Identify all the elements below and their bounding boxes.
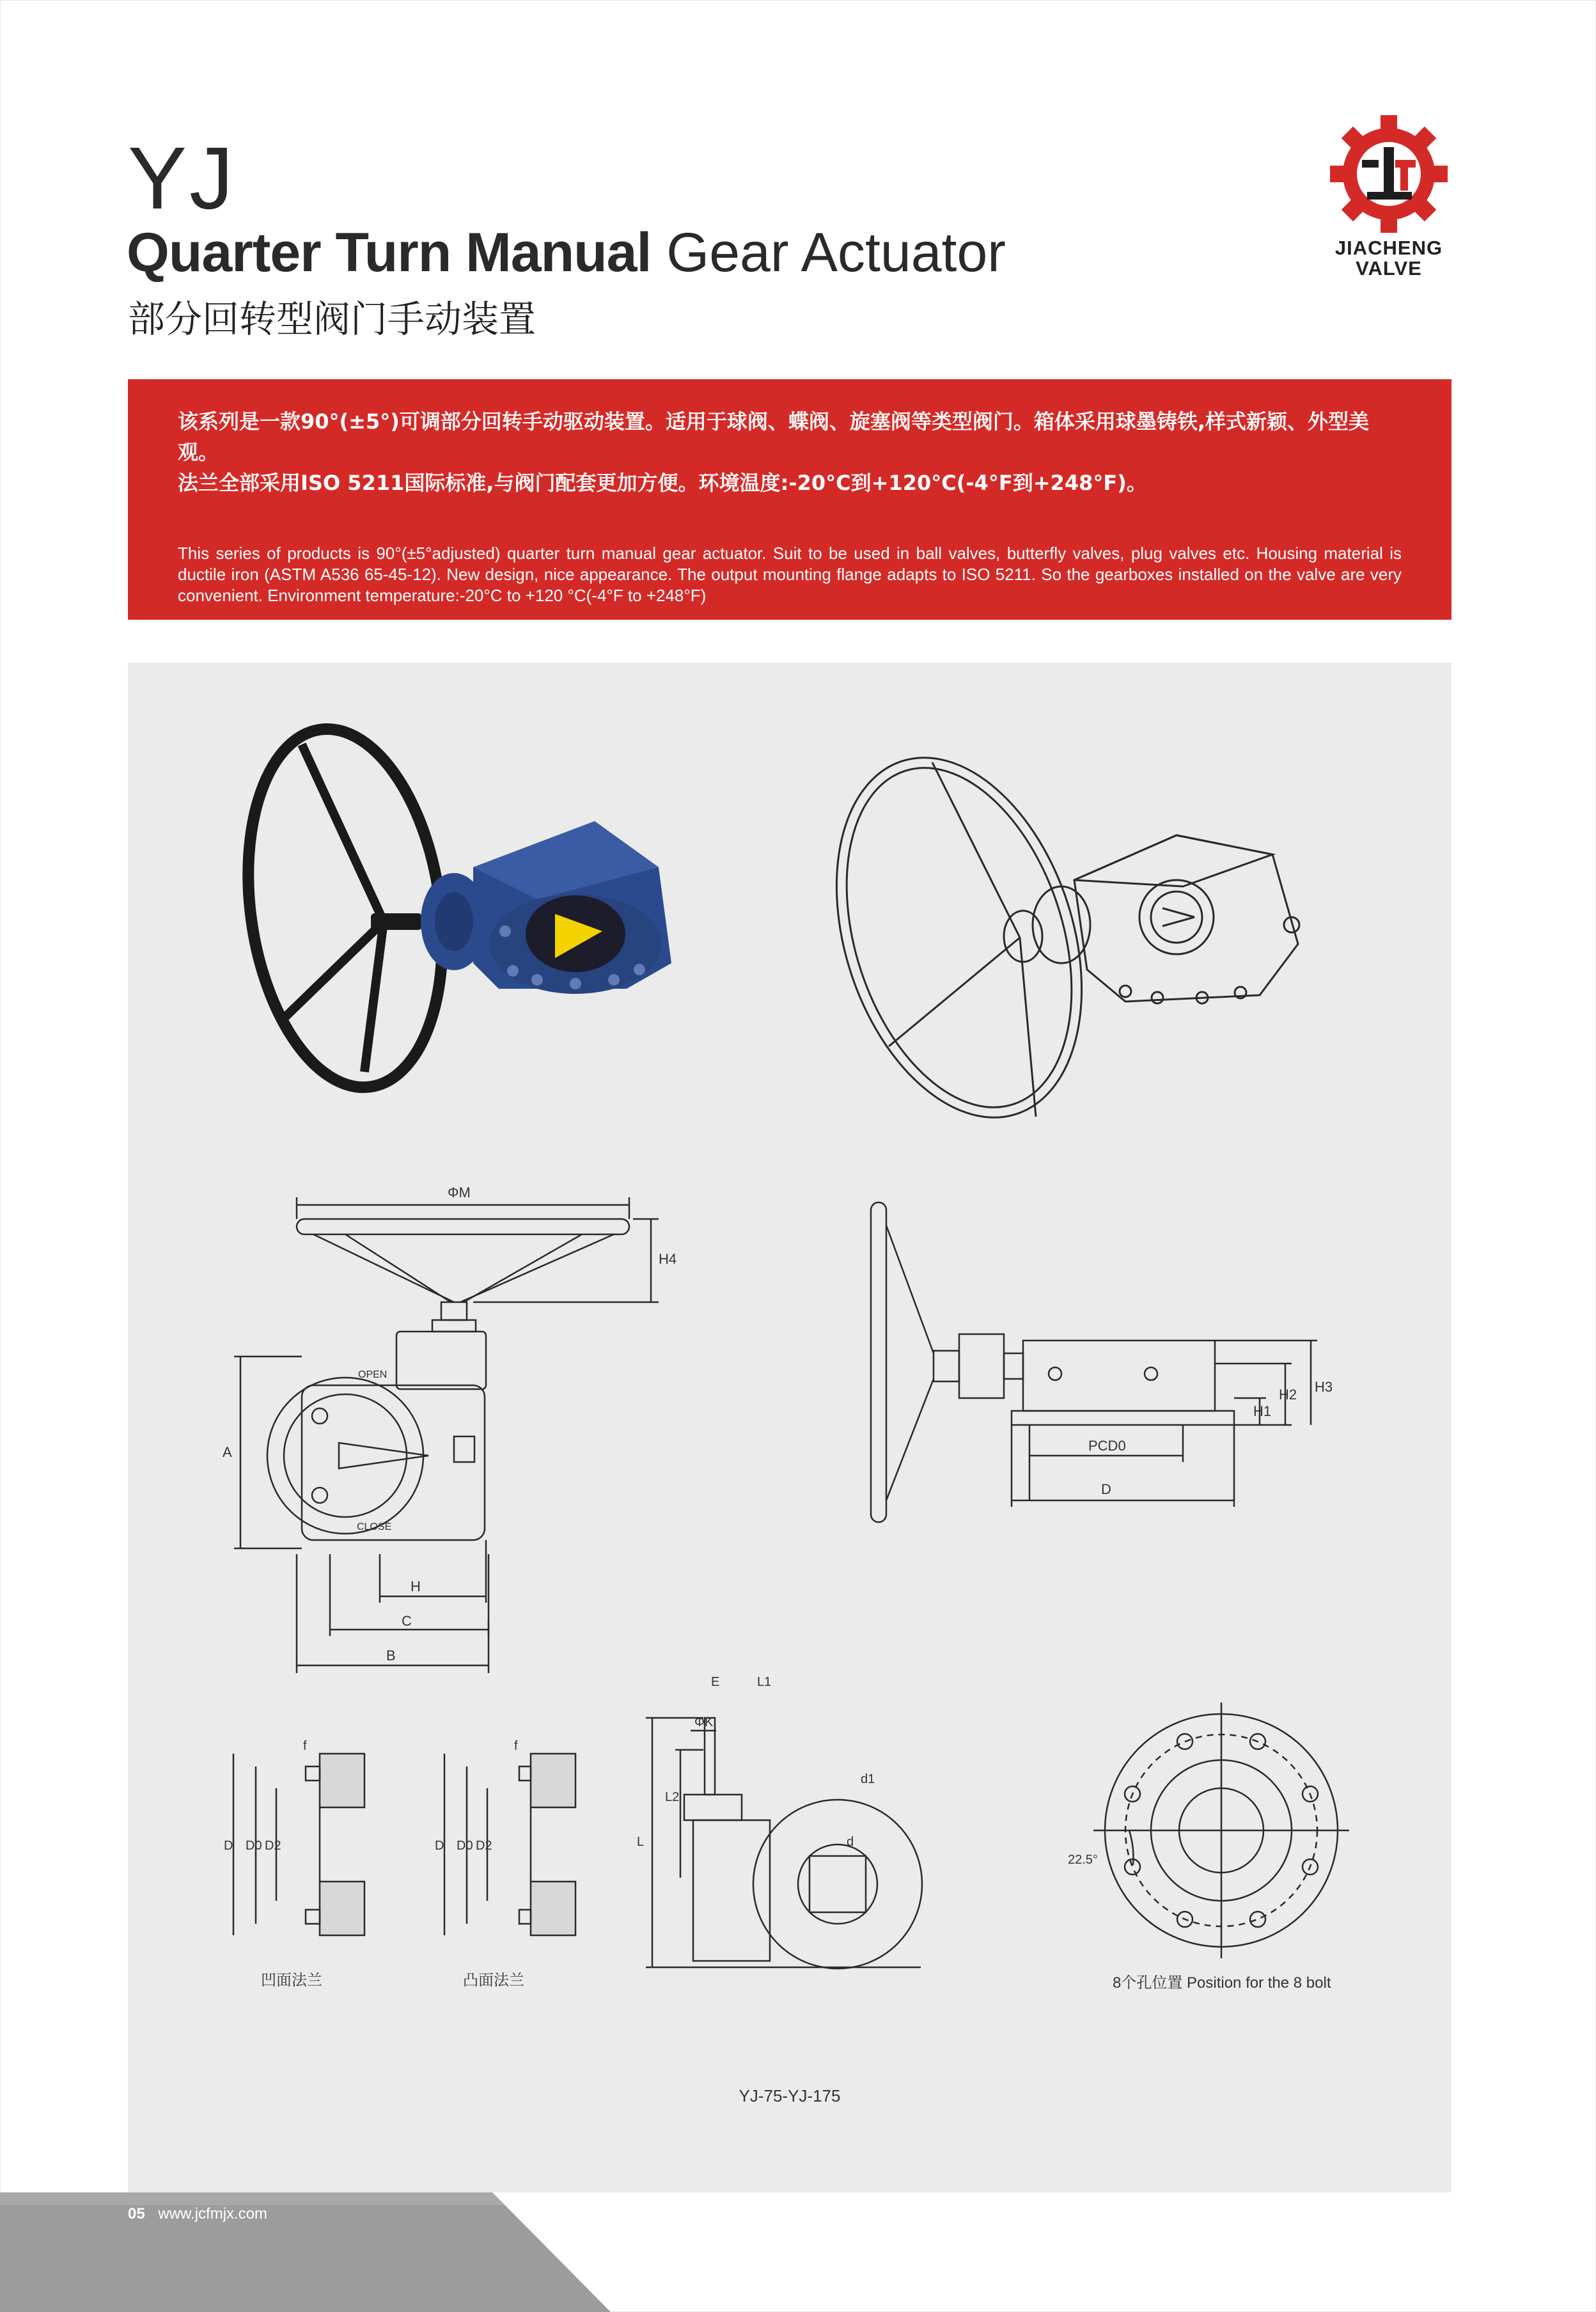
bolt-position-caption: 8个孔位置 Position for the 8 bolt: [1113, 1974, 1331, 1992]
series-code: YJ: [128, 129, 237, 228]
label-h3: H3: [1315, 1379, 1333, 1395]
front-view-drawing: [234, 1197, 659, 1673]
label-f-1: f: [303, 1739, 307, 1753]
label-h1: H1: [1253, 1403, 1272, 1419]
gear-logo-icon: [1325, 110, 1453, 238]
intro-box: [128, 379, 1451, 620]
page-number: 05: [128, 2205, 145, 2222]
flange-caption-concave: 凹面法兰: [261, 1972, 322, 1989]
footer-info: [128, 2205, 267, 2223]
label-open: OPEN: [358, 1369, 387, 1380]
label-c: C: [402, 1613, 412, 1629]
chinese-title: 部分回转型阀门手动装置: [128, 297, 536, 341]
model-range-label: YJ-75-YJ-175: [739, 2086, 841, 2105]
side-view-drawing: [871, 1202, 1317, 1522]
bolt-flange-drawing: [1093, 1703, 1349, 1958]
flange-caption-convex: 凸面法兰: [463, 1972, 524, 1989]
title-light: Gear Actuator: [666, 222, 1006, 283]
label-h2: H2: [1279, 1387, 1297, 1403]
label-d-shaft: d: [847, 1835, 854, 1849]
label-bolt-angle: 22.5°: [1068, 1853, 1098, 1867]
actuator-line-render: [794, 726, 1299, 1149]
label-phi-k: ΦK: [694, 1715, 714, 1729]
drawing-panel: [128, 663, 1451, 2192]
actuator-color-render: [226, 716, 671, 1100]
label-l1: L1: [757, 1675, 772, 1689]
intro-chinese-line1: 该系列是一款90°(±5°)可调部分回转手动驱动装置。适用于球阀、蝶阀、旋塞阀等类型阀门。箱体采用球墨铸铁,样式新颖、外型美观。: [178, 409, 1370, 464]
label-d2-flange-1: D2: [265, 1839, 281, 1853]
label-d2-flange-2: D2: [476, 1839, 492, 1853]
flange-sections: [233, 1754, 575, 1935]
shaft-view-drawing: [646, 1718, 922, 1969]
label-h: H: [411, 1578, 421, 1594]
technical-drawings: [128, 663, 1451, 2192]
logo-text-jiacheng: JIACHENG: [1334, 237, 1443, 259]
title-bold: Quarter Turn Manual: [127, 222, 652, 283]
label-d-side: D: [1101, 1481, 1111, 1497]
label-d0-flange-2: D0: [457, 1839, 473, 1853]
intro-chinese: [178, 406, 1402, 498]
label-pcd0: PCD0: [1088, 1438, 1126, 1454]
label-h4: H4: [659, 1251, 677, 1267]
website-link[interactable]: www.jcfmjx.com: [158, 2205, 268, 2222]
label-l: L: [637, 1835, 645, 1849]
footer-band: [0, 2192, 614, 2312]
label-d-flange-1: D: [224, 1839, 233, 1853]
label-phi-m: ΦM: [448, 1184, 471, 1200]
label-a: A: [223, 1444, 232, 1460]
intro-english: This series of products is 90°(±5°adjusted) quarter turn manual gear actuator. Suit to be used in ball valves, butterfly valves, plug valves etc. Housing material is ductile iron (ASTM A536 65-45-12). New design, nice appearance. The output mounting flange adapts to ISO 5211. So the gearboxes installed on the valve are very convenient. Environment temperature:-20°C to +120 °C(-4°F to +248°F): [178, 544, 1402, 605]
page-title: [127, 222, 1006, 283]
label-e: E: [711, 1675, 720, 1689]
intro-chinese-line2: 法兰全部采用ISO 5211国际标准,与阀门配套更加方便。环境温度:-20°C到+120°C(-4°F到+248°F)。: [178, 471, 1147, 495]
logo-text-valve: VALVE: [1356, 257, 1422, 279]
label-close: CLOSE: [357, 1522, 392, 1532]
label-d-flange-2: D: [435, 1839, 444, 1853]
label-f-2: f: [514, 1739, 518, 1753]
label-d1: d1: [861, 1772, 875, 1786]
company-logo: [1325, 110, 1453, 279]
label-l2: L2: [665, 1790, 680, 1804]
label-d0-flange-1: D0: [246, 1839, 262, 1853]
label-b: B: [386, 1647, 396, 1663]
